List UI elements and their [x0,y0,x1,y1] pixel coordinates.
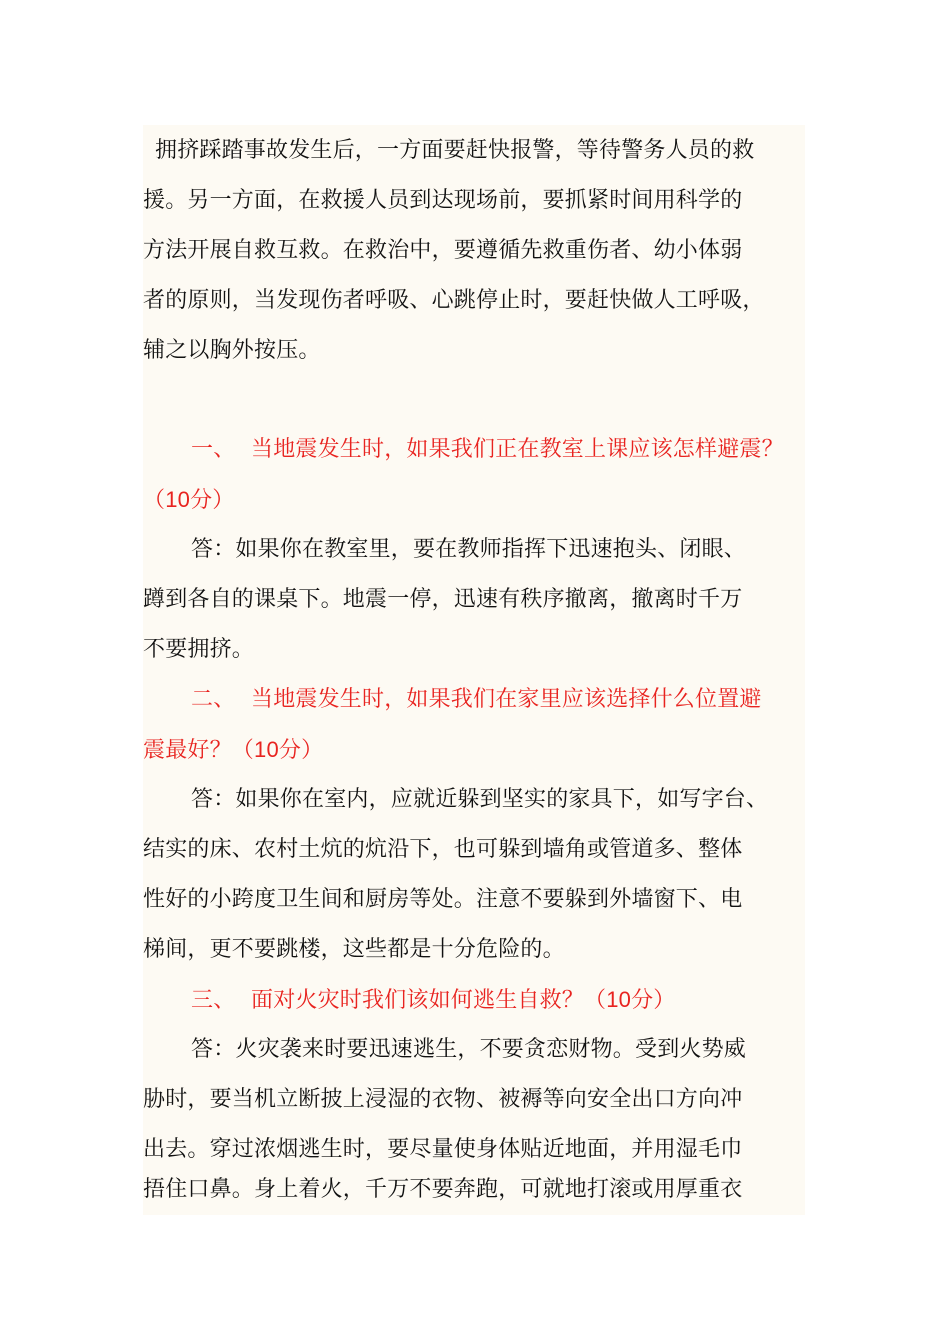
question-2-heading-cont: 震最好？（10分） [143,737,324,763]
intro-line-4: 者的原则，当发现伤者呼吸、心跳停止时，要赶快做人工呼吸， [143,288,765,313]
answer-2-line-1: 答：如果你在室内，应就近躲到坚实的家具下，如写字台、 [191,787,769,812]
question-1-heading [143,425,853,475]
answer-1-line-2: 蹲到各自的课桌下。地震一停，迅速有秩序撤离，撤离时千万 [143,587,743,612]
intro-line-5: 辅之以胸外按压。 [143,338,321,363]
answer-2-line-2: 结实的床、农村土炕的炕沿下，也可躲到墙角或管道多、整体 [143,837,743,862]
answer-2-line-3: 性好的小跨度卫生间和厨房等处。注意不要躲到外墙窗下、电 [143,887,743,912]
answer-3-line-1: 答：火灾袭来时要迅速逃生，不要贪恋财物。受到火势威 [191,1037,747,1062]
answer-3-line-3: 出去。穿过浓烟逃生时，要尽量使身体贴近地面，并用湿毛巾 [143,1137,743,1162]
answer-1-line-3: 不要拥挤。 [143,637,255,662]
question-2-heading [143,675,853,725]
answer-2-line-4: 梯间，更不要跳楼，这些都是十分危险的。 [143,937,565,962]
intro-line-3: 方法开展自救互救。在救治中，要遵循先救重伤者、幼小体弱 [143,238,743,263]
answer-3-line-4: 捂住口鼻。身上着火，千万不要奔跑，可就地打滚或用厚重衣 [143,1177,743,1202]
intro-line-1: 拥挤踩踏事故发生后，一方面要赶快报警，等待警务人员的救 [155,138,755,163]
question-3-number: 三、 [191,988,236,1013]
question-1-text: 当地震发生时，如果我们正在教室上课应该怎样避震？ [251,437,784,462]
answer-3-line-2: 胁时，要当机立断披上浸湿的衣物、被褥等向安全出口方向冲 [143,1087,743,1112]
intro-line-2: 援。另一方面，在救援人员到达现场前，要抓紧时间用科学的 [143,188,743,213]
question-3-heading: 三、 面对火灾时我们该如何逃生自救？（10分） [143,975,853,1025]
question-2-text: 当地震发生时，如果我们在家里应该选择什么位置避 [251,687,762,712]
question-3-text: 面对火灾时我们该如何逃生自救？（ [251,988,607,1013]
document-page [143,125,805,1215]
question-1-score: （10分） [143,487,235,513]
answer-1-line-1: 答：如果你在教室里，要在教师指挥下迅速抱头、闭眼、 [191,537,747,562]
question-2-number: 二、 [191,687,236,712]
question-1-number: 一、 [191,437,236,462]
